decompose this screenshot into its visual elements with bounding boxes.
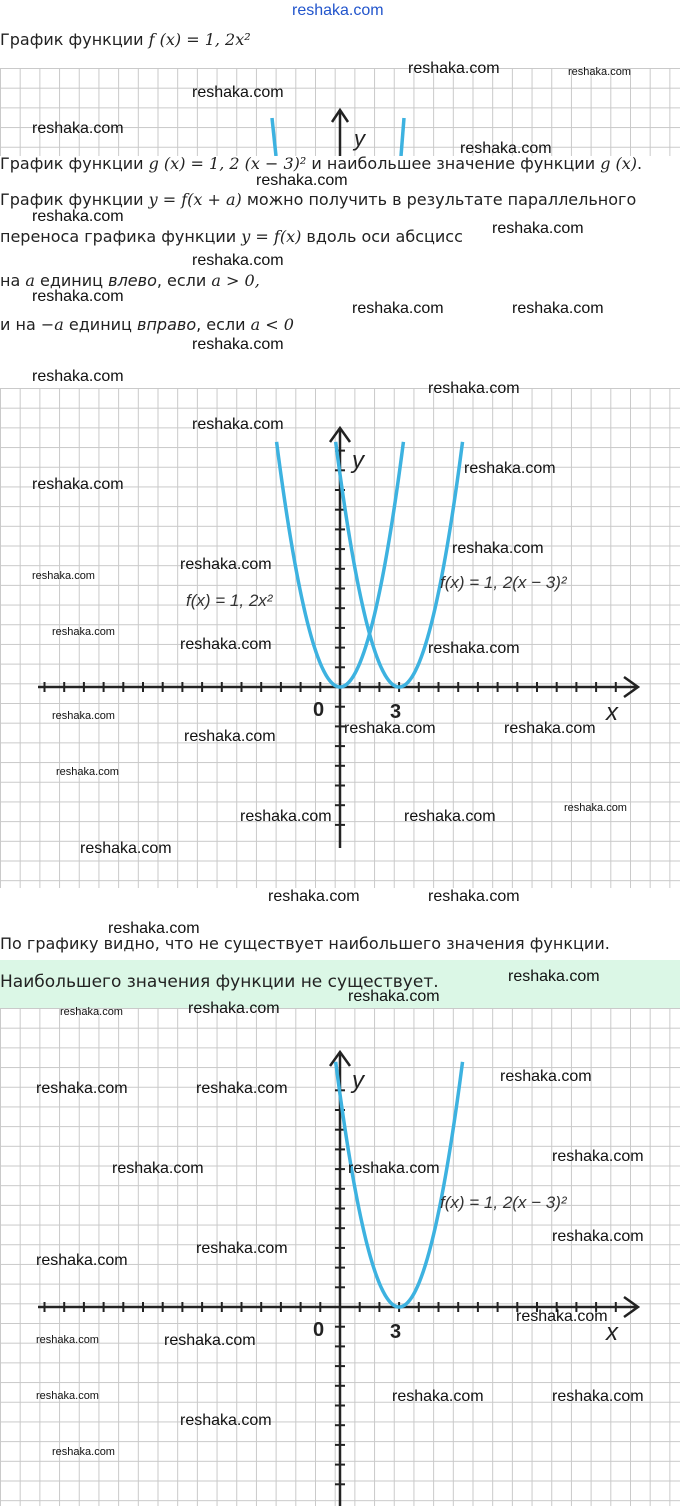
watermark[interactable]: reshaka.com [268, 888, 360, 905]
watermark[interactable]: reshaka.com [404, 808, 496, 825]
line2-suffix: можно получить в результате параллельного [241, 190, 637, 209]
line1-end: . [637, 154, 643, 173]
line1-formula: g (x) = 1, 2 (x − 3)² [148, 154, 307, 173]
watermark[interactable]: reshaka.com [32, 570, 95, 582]
watermark[interactable]: reshaka.com [52, 710, 115, 722]
graph1-y-label: y [352, 447, 364, 474]
curve-g-only [336, 1062, 463, 1307]
watermark[interactable]: reshaka.com [56, 766, 119, 778]
line5-mid: единиц [63, 315, 138, 334]
text-line-2 [0, 190, 636, 210]
watermark[interactable]: reshaka.com [192, 84, 284, 101]
watermark[interactable]: reshaka.com [36, 1080, 128, 1097]
watermark[interactable]: reshaka.com [564, 802, 627, 814]
watermark[interactable]: reshaka.com [552, 1148, 644, 1165]
text-line-5 [0, 315, 294, 335]
graph2-x-label: x [606, 1319, 618, 1346]
graph1-origin-label: 0 [313, 699, 325, 721]
watermark[interactable]: reshaka.com [108, 920, 200, 937]
watermark[interactable]: reshaka.com [348, 988, 440, 1005]
watermark[interactable]: reshaka.com [180, 636, 272, 653]
partial-graph [0, 68, 680, 156]
watermark[interactable]: reshaka.com [344, 720, 436, 737]
line3-suffix: вдоль оси абсцисс [301, 227, 463, 246]
watermark[interactable]: reshaka.com [192, 252, 284, 269]
watermark[interactable]: reshaka.com [180, 1412, 272, 1429]
line4-mid: единиц [34, 271, 109, 290]
line4-a: a [25, 271, 35, 290]
watermark[interactable]: reshaka.com [80, 840, 172, 857]
watermark[interactable]: reshaka.com [460, 140, 552, 157]
partial-graph-svg [0, 68, 680, 156]
line1-prefix: График функции [0, 154, 149, 173]
line4-comma: , если [156, 271, 212, 290]
watermark[interactable]: reshaka.com [500, 1068, 592, 1085]
watermark[interactable]: reshaka.com [184, 728, 276, 745]
heading-formula: f (x) = 1, 2x² [148, 30, 251, 49]
graph2-origin-label: 0 [313, 1319, 325, 1341]
watermark[interactable]: reshaka.com [52, 1446, 115, 1458]
watermark[interactable]: reshaka.com [492, 220, 584, 237]
graph1-tick-3-label: 3 [390, 701, 402, 723]
line3-formula: y = f(x) [241, 227, 302, 246]
watermark[interactable]: reshaka.com [32, 476, 124, 493]
graph2-ticks [45, 1090, 616, 1484]
line4-cond: a > 0, [211, 271, 260, 290]
watermark[interactable]: reshaka.com [504, 720, 596, 737]
watermark[interactable]: reshaka.com [568, 66, 631, 78]
line5-prefix: и на [0, 315, 41, 334]
watermark[interactable]: reshaka.com [428, 640, 520, 657]
graph2-tick-3-label: 3 [390, 1321, 402, 1343]
watermark[interactable]: reshaka.com [192, 336, 284, 353]
watermark[interactable]: reshaka.com [36, 1334, 99, 1346]
watermark[interactable]: reshaka.com [392, 1388, 484, 1405]
partial-curve-left [272, 118, 276, 156]
line5-a: −a [40, 315, 64, 334]
graph1-x-label: x [606, 699, 618, 726]
graph1-ticks [45, 451, 616, 825]
watermark[interactable]: reshaka.com [452, 540, 544, 557]
line1-formula2: g (x) [600, 154, 638, 173]
watermark[interactable]: reshaka.com [408, 60, 500, 77]
partial-y-label: y [354, 126, 365, 151]
watermark[interactable]: reshaka.com [164, 1332, 256, 1349]
line1-mid: и наибольшее значение функции [306, 154, 601, 173]
watermark[interactable]: reshaka.com [428, 888, 520, 905]
watermark[interactable]: reshaka.com [552, 1228, 644, 1245]
line4-em: влево [108, 271, 157, 290]
watermark[interactable]: reshaka.com [516, 1308, 608, 1325]
watermark[interactable]: reshaka.com [52, 626, 115, 638]
site-watermark[interactable]: reshaka.com [292, 2, 384, 19]
watermark[interactable]: reshaka.com [508, 968, 600, 985]
label-g-only: f(x) = 1, 2(x − 3)² [440, 1193, 567, 1212]
watermark[interactable]: reshaka.com [188, 1000, 280, 1017]
conclusion-text: По графику видно, что не существует наибольшего значения функции. [0, 934, 610, 953]
watermark[interactable]: reshaka.com [256, 172, 348, 189]
watermark[interactable]: reshaka.com [240, 808, 332, 825]
heading-line [0, 30, 251, 50]
watermark[interactable]: reshaka.com [60, 1006, 123, 1018]
watermark[interactable]: reshaka.com [196, 1240, 288, 1257]
watermark[interactable]: reshaka.com [428, 380, 520, 397]
watermark[interactable]: reshaka.com [36, 1252, 128, 1269]
watermark[interactable]: reshaka.com [192, 416, 284, 433]
label-g: f(x) = 1, 2(x − 3)² [440, 573, 567, 592]
heading-prefix: График функции [0, 30, 149, 49]
line5-em: вправо [137, 315, 197, 334]
watermark[interactable]: reshaka.com [348, 1160, 440, 1177]
line5-cond: a < 0 [250, 315, 294, 334]
watermark[interactable]: reshaka.com [32, 208, 124, 225]
line5-comma: , если [196, 315, 251, 334]
watermark[interactable]: reshaka.com [512, 300, 604, 317]
watermark[interactable]: reshaka.com [552, 1388, 644, 1405]
answer-text: Наибольшего значения функции не существует. [0, 972, 439, 992]
watermark[interactable]: reshaka.com [32, 120, 124, 137]
graph2-y-label: y [352, 1067, 364, 1094]
watermark[interactable]: reshaka.com [464, 460, 556, 477]
partial-curve-right [401, 118, 404, 156]
line2-prefix: График функции [0, 190, 149, 209]
watermark[interactable]: reshaka.com [36, 1390, 99, 1402]
watermark[interactable]: reshaka.com [180, 556, 272, 573]
watermark[interactable]: reshaka.com [196, 1080, 288, 1097]
label-f: f(x) = 1, 2x² [186, 591, 273, 610]
watermark[interactable]: reshaka.com [32, 368, 124, 385]
line2-formula: y = f(x + a) [148, 190, 242, 209]
watermark[interactable]: reshaka.com [112, 1160, 204, 1177]
watermark[interactable]: reshaka.com [352, 300, 444, 317]
watermark[interactable]: reshaka.com [32, 288, 124, 305]
line3-prefix: переноса графика функции [0, 227, 242, 246]
line4-prefix: на [0, 271, 26, 290]
text-line-3 [0, 227, 463, 247]
